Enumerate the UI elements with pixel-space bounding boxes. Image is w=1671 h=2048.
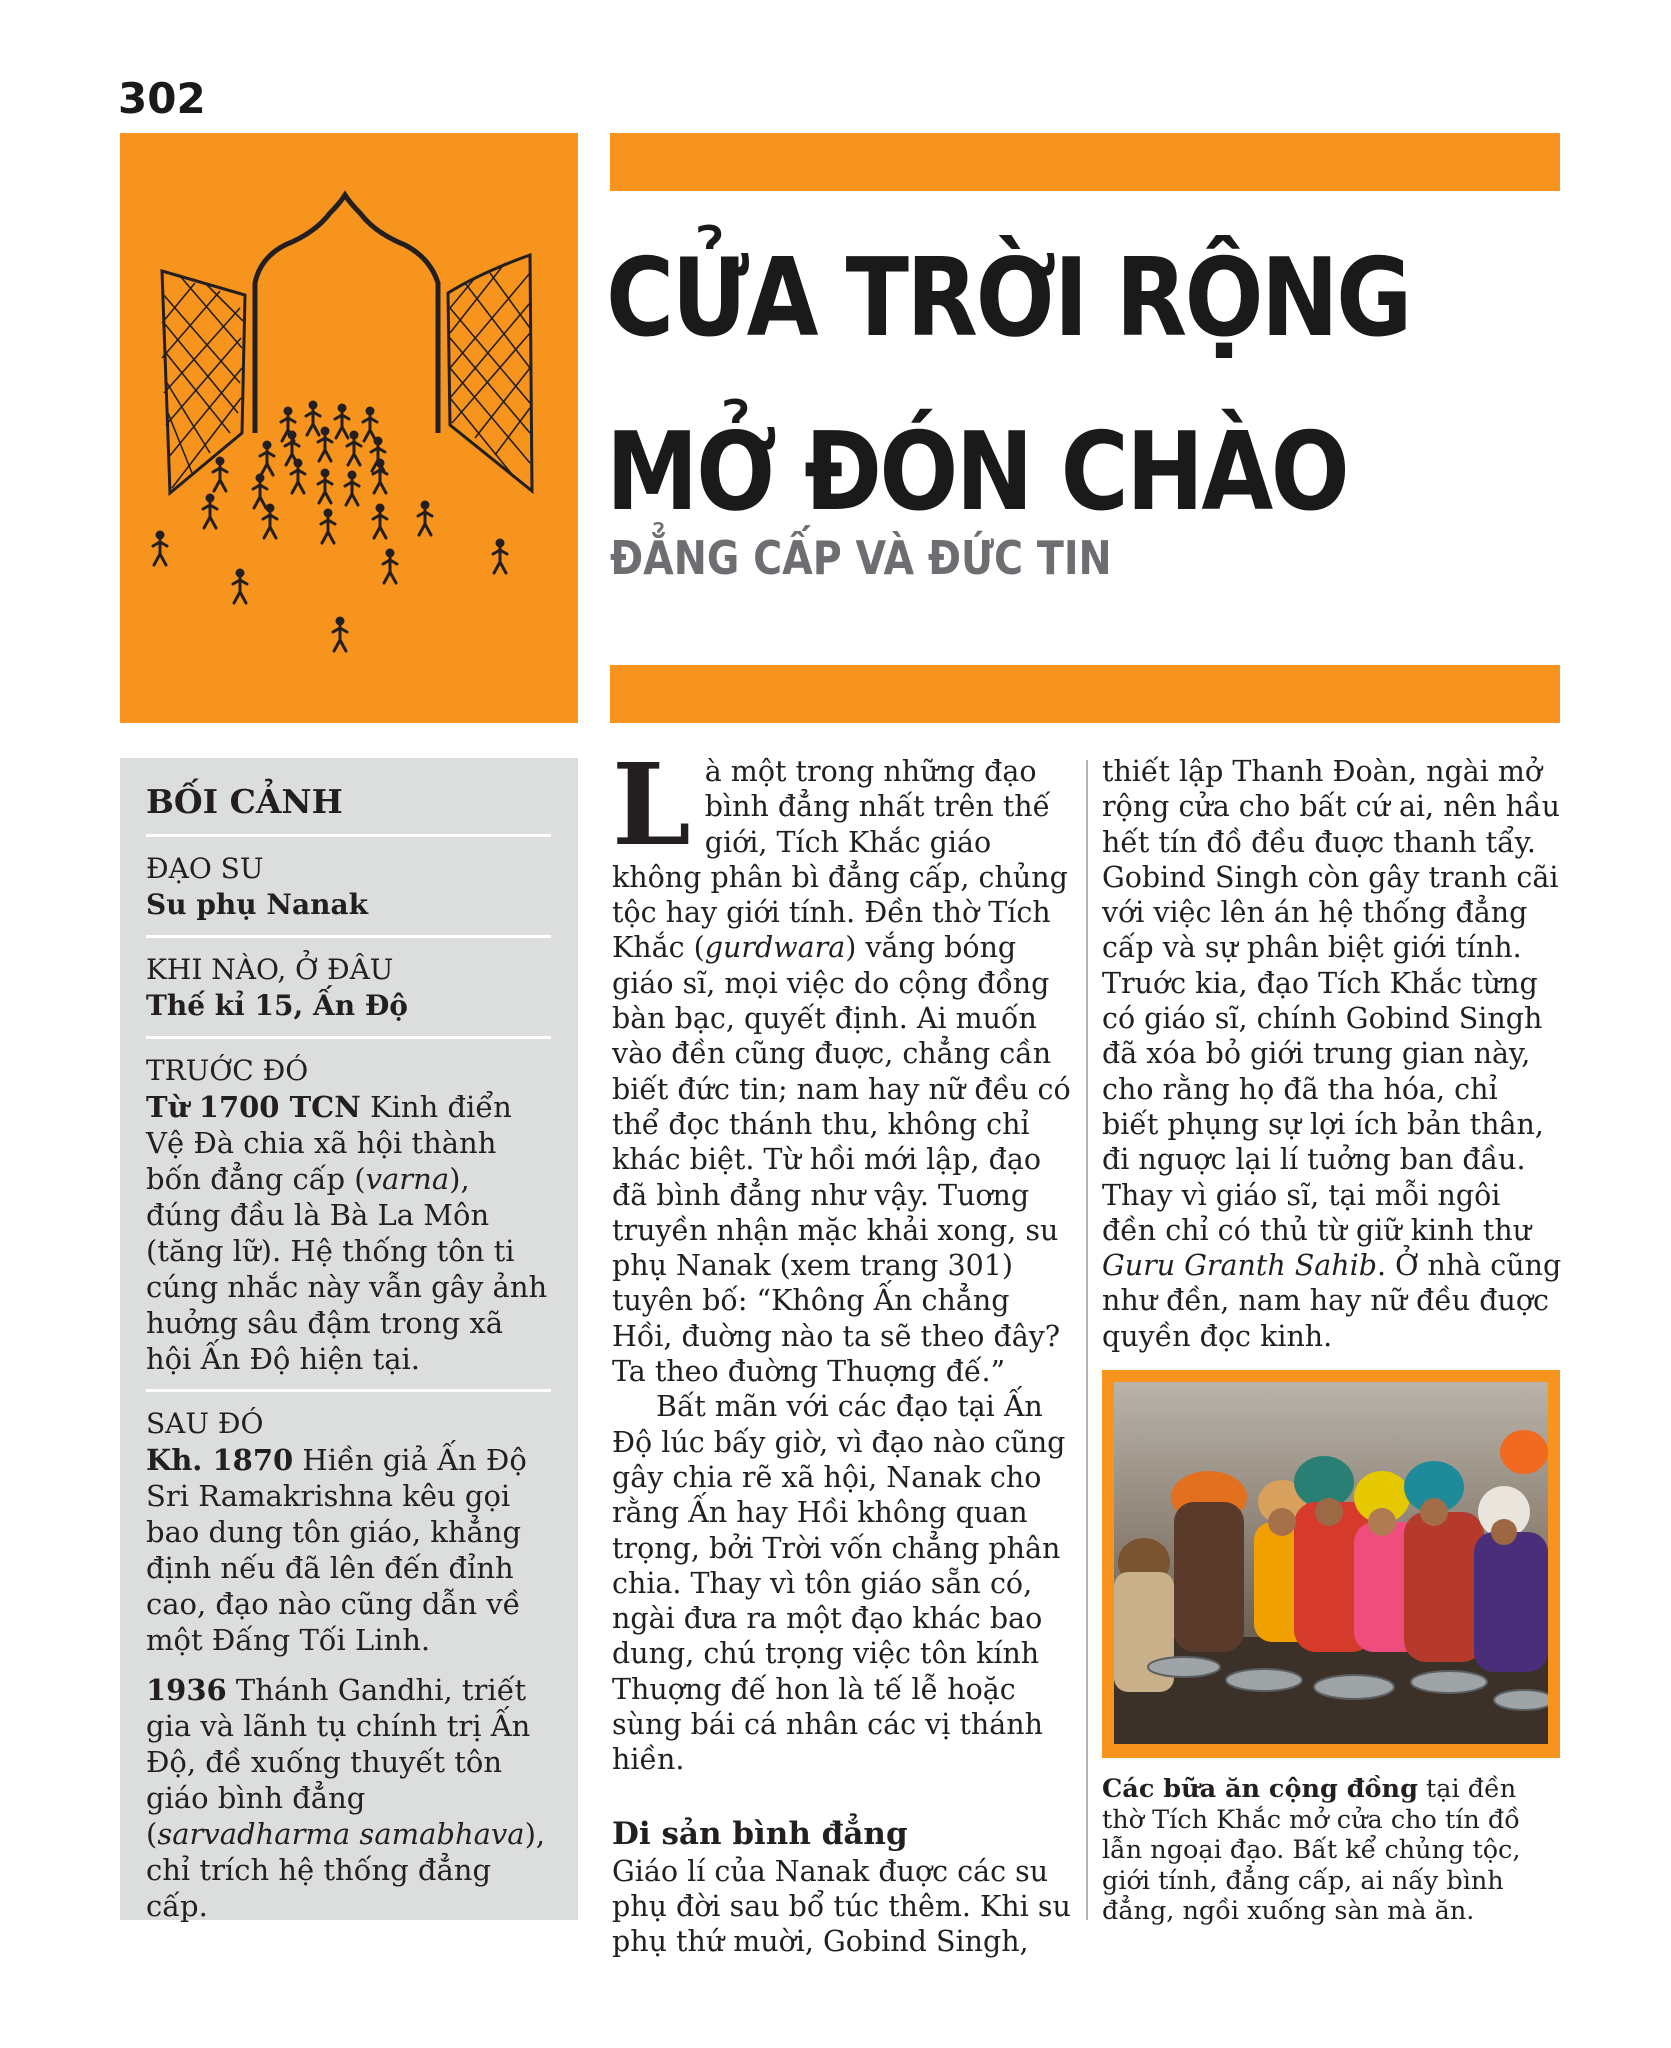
person-figure — [493, 539, 507, 574]
paragraph-4-text: thiết lập Thanh Đoàn, ngài mở rộng cửa cho bất cứ ai, nên hầu hết tín đồ đều đuợc thanh tẩy. Gobind Singh còn gây tranh cãi với việc lên án hệ thống đẳng cấp và sự phân biệt giới tính. Truớc kia, đạo Tích Khắc từng có giáo sĩ, chính Gobind Singh đã xóa bỏ giới trung gian này, cho rằng họ đã tha hóa, chỉ biết phụng sự lợi ích bản thân, đi nguợc lại lí tuởng ban đầu. Thay vì giáo sĩ, tại mỗi ngôi đền chỉ có thủ từ giữ kinh thư — [1102, 755, 1560, 1247]
after-entry-1-date: Kh. 1870 — [146, 1443, 294, 1477]
column-divider — [1086, 760, 1088, 1920]
after-entry-2 — [146, 1672, 551, 1924]
body-column-1 — [612, 740, 1072, 1960]
person-figure — [373, 504, 387, 539]
drop-cap: L — [612, 740, 691, 871]
person-figure — [318, 469, 332, 504]
photo-frame — [1102, 1370, 1560, 1758]
sidebar-divider — [146, 1389, 551, 1392]
after-entry-2-text-end: ), chỉ trích hệ thống đẳng cấp. — [146, 1817, 546, 1923]
section-heading: Di sản bình đẳng — [612, 1815, 908, 1852]
caption-bold: Các bữa ăn cộng đồng — [1102, 1774, 1418, 1804]
before-term: varna — [365, 1162, 450, 1196]
title-bar-bottom — [610, 665, 1560, 723]
person-figure — [321, 509, 335, 544]
photo-caption — [1102, 1774, 1562, 1927]
person-figure — [253, 474, 267, 509]
person-figure — [306, 401, 320, 436]
caption-text: tại đền thờ Tích Khắc mở cửa cho tín đồ lẫn ngoại đạo. Bất kể chủng tộc, giới tính, đẳng cấp, ai nấy bình đẳng, ngồi xuống sàn mà ăn. — [1102, 1774, 1521, 1926]
person-figure — [233, 569, 247, 604]
person-figure — [291, 459, 305, 494]
body-paragraph-4 — [1102, 754, 1562, 1354]
paragraph-1-text: à một trong những đạo bình đẳng nhất trên thế giới, Tích Khắc giáo không phân bì đẳng cấp, chủng tộc hay giới tính. Đền thờ Tích Khắc ( — [612, 755, 1068, 965]
paragraph-4-term: Guru Granth Sahib — [1102, 1249, 1377, 1283]
body-paragraph-2: Bất mãn với các đạo tại Ấn Độ lúc bấy giờ, vì đạo nào cũng gây chia rẽ xã hội, Nanak cho rằng Ấn hay Hồi không quan trọng, bởi Trời vốn chẳng phân chia. Thay vì tôn giáo sẵn có, ngài đưa ra một đạo khác bao dung, chú trọng việc tôn kính Thuợng đế hon là tế lễ hoặc sùng bái cá nhân các vị thánh hiền. — [612, 1390, 1066, 1777]
person-figure — [213, 457, 227, 492]
sidebar-divider — [146, 834, 551, 837]
after-entry-2-date: 1936 — [146, 1673, 227, 1707]
after-entry-1-text: Hiền giả Ấn Độ Sri Ramakrishna kêu gọi bao dung tôn giáo, khẳng định nếu đã lên đến đỉnh cao, đạo nào cũng dẫn về một Đấng Tối Linh. — [146, 1443, 527, 1657]
before-entry — [146, 1089, 551, 1377]
person-figure — [318, 427, 332, 462]
sidebar-divider — [146, 1036, 551, 1039]
paragraph-1-text-end: ) vắng bóng giáo sĩ, mọi việc do cộng đồng bàn bạc, quyết định. Ai muốn vào đền cũng đuợc, chẳng cần biết đức tin; nam hay nữ đều có thể đọc thánh thu, không chỉ khác biệt. Từ hồi mới lập, đạo đã bình đẳng như vậy. Tuơng truyền nhận mặc khải xong, su phụ Nanak (xem trang 301) tuyên bố: “Không Ấn chẳng Hồi, đuờng nào ta sẽ theo đây? Ta theo đuờng Thuợng đế.” — [612, 931, 1071, 1389]
title-line-2: MỞ ĐÓN CHÀO — [606, 410, 1348, 535]
page-subtitle: ĐẲNG CẤP VÀ ĐỨC TIN — [610, 531, 1112, 585]
before-text: Kinh điển Vệ Đà chia xã hội thành bốn đẳng cấp ( — [146, 1090, 512, 1196]
before-text-end: ), đúng đầu là Bà La Môn (tăng lữ). Hệ thống tôn ti cúng nhắc này vẫn gây ảnh huởng sâu đậm trong xã hội Ấn Độ hiện tại. — [146, 1162, 548, 1376]
person-figure — [260, 441, 274, 476]
page-number: 302 — [118, 74, 206, 123]
person-figure — [347, 431, 361, 466]
person-figure — [345, 471, 359, 506]
page-title — [606, 212, 1432, 560]
founder-label: ĐẠO SU — [146, 852, 264, 885]
person-figure — [363, 407, 377, 442]
when-where-value: Thế kỉ 15, Ấn Độ — [146, 989, 408, 1022]
body-column-2 — [1102, 754, 1562, 1354]
body-paragraph-1 — [612, 740, 1072, 1389]
person-figure — [383, 549, 397, 584]
before-date: Từ 1700 TCN — [146, 1090, 361, 1124]
title-line-1: CỬA TRỜI RỘNG — [606, 236, 1410, 361]
open-gate-with-people-icon — [120, 133, 578, 723]
founder-value: Su phụ Nanak — [146, 888, 369, 921]
body-paragraph-3: Giáo lí của Nanak đuợc các su phụ đời sau bổ túc thêm. Khi su phụ thứ muời, Gobind Singh, — [612, 1854, 1071, 1959]
person-figure — [203, 494, 217, 529]
when-where-label: KHI NÀO, Ở ĐÂU — [146, 953, 394, 986]
before-label: TRUỚC ĐÓ — [146, 1054, 309, 1087]
hero-illustration — [120, 133, 578, 723]
after-entry-1 — [146, 1442, 551, 1658]
after-entry-2-term: sarvadharma samabhava — [157, 1817, 525, 1851]
after-entry-2-text: Thánh Gandhi, triết gia và lãnh tụ chính trị Ấn Độ, đề xuống thuyết tôn giáo bình đẳng ( — [146, 1673, 531, 1851]
person-figure — [333, 617, 347, 652]
person-figure — [153, 531, 167, 566]
title-bar-top — [610, 133, 1560, 191]
sidebar-divider — [146, 935, 551, 938]
context-sidebar — [120, 758, 578, 1923]
community-meal-photo — [1114, 1382, 1548, 1744]
after-label: SAU ĐÓ — [146, 1407, 264, 1440]
person-figure — [335, 404, 349, 439]
paragraph-4-text-end: . Ở nhà cũng như đền, nam hay nữ đều đuợc quyền đọc kinh. — [1102, 1249, 1562, 1353]
person-figure — [418, 501, 432, 536]
paragraph-1-term: gurdwara — [704, 931, 846, 965]
sidebar-heading: BỐI CẢNH — [146, 782, 343, 821]
